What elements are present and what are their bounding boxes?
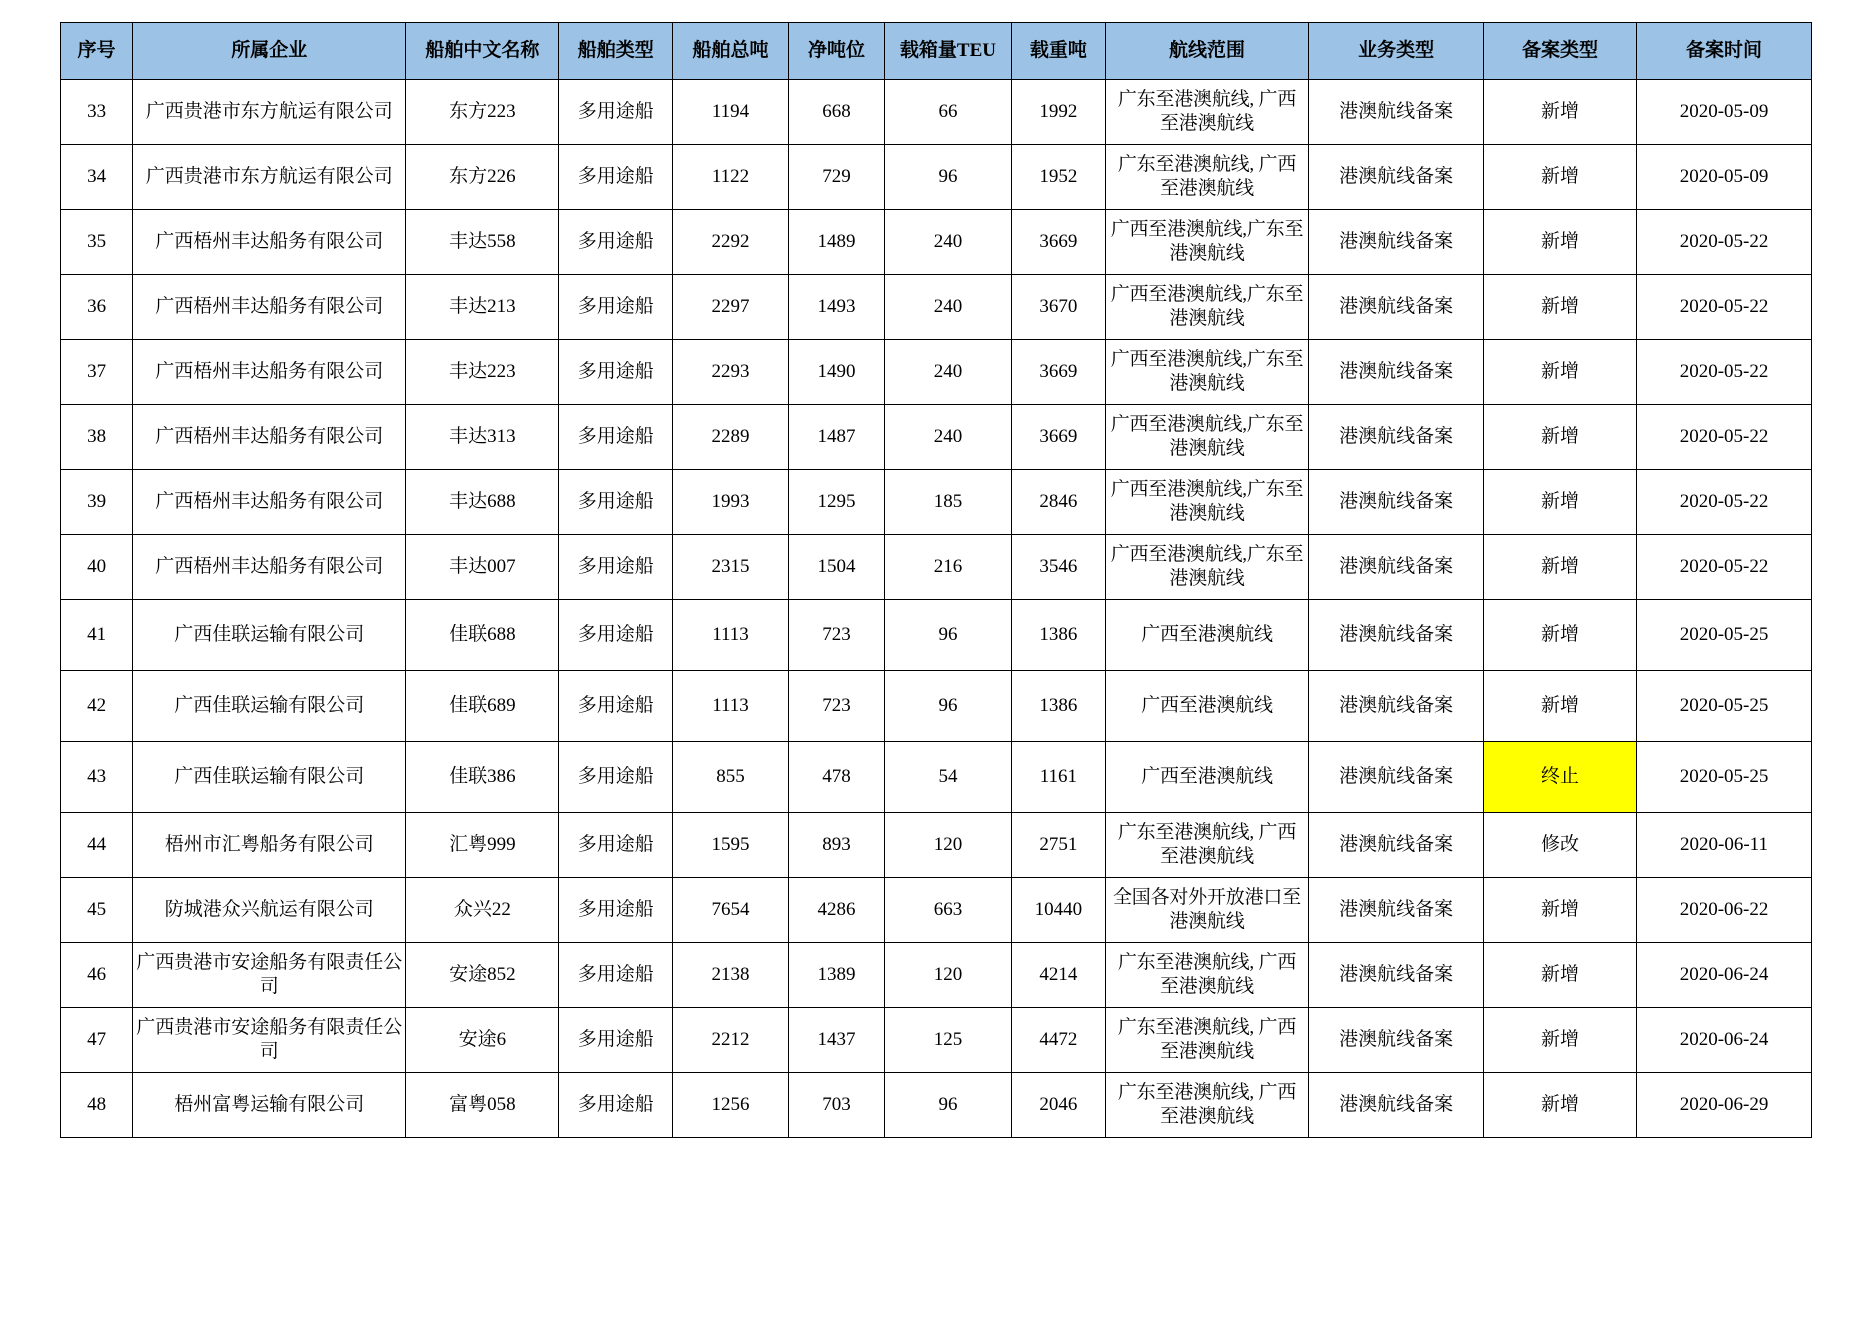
cell-teu: 54 (885, 742, 1012, 813)
cell-business-type: 港澳航线备案 (1309, 1008, 1484, 1073)
cell-business-type: 港澳航线备案 (1309, 470, 1484, 535)
cell-index: 34 (61, 145, 133, 210)
table-header (61, 23, 1812, 80)
table-row (61, 470, 1812, 535)
column-header-gross-tonnage: 船舶总吨 (673, 23, 789, 80)
cell-gross-tonnage: 2138 (673, 943, 789, 1008)
cell-enterprise: 梧州市汇粤船务有限公司 (133, 813, 406, 878)
cell-index: 48 (61, 1073, 133, 1138)
cell-ship-type: 多用途船 (559, 470, 673, 535)
cell-gross-tonnage: 2315 (673, 535, 789, 600)
cell-gross-tonnage: 1256 (673, 1073, 789, 1138)
cell-ship-name: 丰达558 (406, 210, 559, 275)
cell-route: 广西至港澳航线 (1105, 600, 1308, 671)
cell-gross-tonnage: 2289 (673, 405, 789, 470)
cell-ship-type: 多用途船 (559, 813, 673, 878)
table-row (61, 80, 1812, 145)
cell-net-tonnage: 1490 (788, 340, 884, 405)
cell-deadweight: 2751 (1011, 813, 1105, 878)
cell-business-type: 港澳航线备案 (1309, 340, 1484, 405)
cell-ship-type: 多用途船 (559, 80, 673, 145)
cell-net-tonnage: 668 (788, 80, 884, 145)
cell-record-date: 2020-06-11 (1637, 813, 1812, 878)
cell-deadweight: 1386 (1011, 671, 1105, 742)
cell-index: 40 (61, 535, 133, 600)
cell-index: 38 (61, 405, 133, 470)
cell-teu: 120 (885, 813, 1012, 878)
cell-ship-name: 佳联688 (406, 600, 559, 671)
cell-record-date: 2020-05-22 (1637, 210, 1812, 275)
cell-record-date: 2020-05-22 (1637, 275, 1812, 340)
cell-record-type: 新增 (1484, 80, 1637, 145)
table-row (61, 535, 1812, 600)
column-header-enterprise: 所属企业 (133, 23, 406, 80)
cell-record-type: 新增 (1484, 145, 1637, 210)
cell-index: 37 (61, 340, 133, 405)
cell-index: 42 (61, 671, 133, 742)
cell-record-date: 2020-06-24 (1637, 1008, 1812, 1073)
column-header-route: 航线范围 (1105, 23, 1308, 80)
cell-record-type: 新增 (1484, 275, 1637, 340)
cell-record-type: 新增 (1484, 405, 1637, 470)
cell-index: 33 (61, 80, 133, 145)
cell-record-date: 2020-06-22 (1637, 878, 1812, 943)
table-row (61, 275, 1812, 340)
cell-ship-type: 多用途船 (559, 405, 673, 470)
cell-ship-type: 多用途船 (559, 275, 673, 340)
cell-net-tonnage: 723 (788, 671, 884, 742)
cell-teu: 125 (885, 1008, 1012, 1073)
cell-net-tonnage: 703 (788, 1073, 884, 1138)
cell-ship-type: 多用途船 (559, 1008, 673, 1073)
table-row (61, 943, 1812, 1008)
cell-teu: 240 (885, 210, 1012, 275)
cell-route: 广东至港澳航线, 广西至港澳航线 (1105, 943, 1308, 1008)
cell-ship-type: 多用途船 (559, 878, 673, 943)
column-header-business-type: 业务类型 (1309, 23, 1484, 80)
cell-record-type-highlighted: 终止 (1484, 742, 1637, 813)
table-row (61, 145, 1812, 210)
cell-record-date: 2020-05-25 (1637, 600, 1812, 671)
cell-record-type: 新增 (1484, 470, 1637, 535)
cell-index: 43 (61, 742, 133, 813)
cell-teu: 66 (885, 80, 1012, 145)
column-header-record-type: 备案类型 (1484, 23, 1637, 80)
cell-ship-name: 佳联386 (406, 742, 559, 813)
cell-ship-name: 众兴22 (406, 878, 559, 943)
cell-enterprise: 广西佳联运输有限公司 (133, 742, 406, 813)
cell-deadweight: 1952 (1011, 145, 1105, 210)
cell-ship-name: 汇粤999 (406, 813, 559, 878)
cell-index: 44 (61, 813, 133, 878)
cell-route: 广西至港澳航线 (1105, 742, 1308, 813)
column-header-net-tonnage: 净吨位 (788, 23, 884, 80)
cell-business-type: 港澳航线备案 (1309, 671, 1484, 742)
cell-record-date: 2020-05-25 (1637, 671, 1812, 742)
cell-teu: 185 (885, 470, 1012, 535)
cell-business-type: 港澳航线备案 (1309, 1073, 1484, 1138)
cell-net-tonnage: 1493 (788, 275, 884, 340)
cell-route: 广西至港澳航线,广东至港澳航线 (1105, 210, 1308, 275)
cell-enterprise: 梧州富粤运输有限公司 (133, 1073, 406, 1138)
cell-record-type: 新增 (1484, 1008, 1637, 1073)
cell-enterprise: 广西梧州丰达船务有限公司 (133, 405, 406, 470)
cell-teu: 240 (885, 340, 1012, 405)
cell-ship-name: 丰达007 (406, 535, 559, 600)
cell-ship-type: 多用途船 (559, 340, 673, 405)
column-header-ship-type: 船舶类型 (559, 23, 673, 80)
cell-business-type: 港澳航线备案 (1309, 742, 1484, 813)
column-header-deadweight: 载重吨 (1011, 23, 1105, 80)
cell-ship-name: 丰达223 (406, 340, 559, 405)
column-header-record-date: 备案时间 (1637, 23, 1812, 80)
cell-deadweight: 2046 (1011, 1073, 1105, 1138)
cell-ship-name: 富粤058 (406, 1073, 559, 1138)
cell-ship-name: 安途6 (406, 1008, 559, 1073)
cell-index: 41 (61, 600, 133, 671)
cell-enterprise: 广西梧州丰达船务有限公司 (133, 535, 406, 600)
cell-gross-tonnage: 1122 (673, 145, 789, 210)
cell-enterprise: 广西佳联运输有限公司 (133, 671, 406, 742)
cell-enterprise: 广西梧州丰达船务有限公司 (133, 470, 406, 535)
cell-net-tonnage: 4286 (788, 878, 884, 943)
cell-business-type: 港澳航线备案 (1309, 813, 1484, 878)
cell-ship-type: 多用途船 (559, 535, 673, 600)
cell-business-type: 港澳航线备案 (1309, 275, 1484, 340)
cell-route: 广东至港澳航线, 广西至港澳航线 (1105, 145, 1308, 210)
cell-teu: 216 (885, 535, 1012, 600)
cell-gross-tonnage: 1993 (673, 470, 789, 535)
cell-teu: 663 (885, 878, 1012, 943)
table-row (61, 671, 1812, 742)
cell-record-date: 2020-05-25 (1637, 742, 1812, 813)
cell-net-tonnage: 1504 (788, 535, 884, 600)
cell-record-type: 新增 (1484, 600, 1637, 671)
cell-index: 39 (61, 470, 133, 535)
column-header-teu: 载箱量TEU (885, 23, 1012, 80)
cell-record-date: 2020-06-29 (1637, 1073, 1812, 1138)
cell-teu: 240 (885, 405, 1012, 470)
table-row (61, 1073, 1812, 1138)
cell-route: 广西至港澳航线,广东至港澳航线 (1105, 275, 1308, 340)
cell-enterprise: 广西梧州丰达船务有限公司 (133, 275, 406, 340)
cell-gross-tonnage: 1113 (673, 671, 789, 742)
cell-index: 46 (61, 943, 133, 1008)
cell-route: 广西至港澳航线,广东至港澳航线 (1105, 340, 1308, 405)
cell-gross-tonnage: 2293 (673, 340, 789, 405)
cell-index: 47 (61, 1008, 133, 1073)
cell-teu: 96 (885, 671, 1012, 742)
cell-route: 广西至港澳航线,广东至港澳航线 (1105, 405, 1308, 470)
cell-deadweight: 3669 (1011, 340, 1105, 405)
cell-net-tonnage: 1489 (788, 210, 884, 275)
cell-record-date: 2020-05-22 (1637, 405, 1812, 470)
cell-deadweight: 3669 (1011, 210, 1105, 275)
cell-index: 36 (61, 275, 133, 340)
cell-enterprise: 广西佳联运输有限公司 (133, 600, 406, 671)
table-row (61, 742, 1812, 813)
cell-route: 广西至港澳航线,广东至港澳航线 (1105, 470, 1308, 535)
cell-business-type: 港澳航线备案 (1309, 405, 1484, 470)
cell-business-type: 港澳航线备案 (1309, 600, 1484, 671)
cell-deadweight: 3669 (1011, 405, 1105, 470)
cell-ship-type: 多用途船 (559, 145, 673, 210)
cell-business-type: 港澳航线备案 (1309, 535, 1484, 600)
cell-record-date: 2020-05-22 (1637, 535, 1812, 600)
cell-ship-type: 多用途船 (559, 943, 673, 1008)
cell-route: 广东至港澳航线, 广西至港澳航线 (1105, 813, 1308, 878)
cell-deadweight: 3670 (1011, 275, 1105, 340)
table-row (61, 878, 1812, 943)
cell-business-type: 港澳航线备案 (1309, 80, 1484, 145)
cell-route: 广东至港澳航线, 广西至港澳航线 (1105, 80, 1308, 145)
cell-ship-type: 多用途船 (559, 210, 673, 275)
cell-net-tonnage: 729 (788, 145, 884, 210)
cell-deadweight: 1386 (1011, 600, 1105, 671)
cell-business-type: 港澳航线备案 (1309, 878, 1484, 943)
table-row (61, 1008, 1812, 1073)
cell-gross-tonnage: 855 (673, 742, 789, 813)
cell-net-tonnage: 1389 (788, 943, 884, 1008)
cell-teu: 96 (885, 1073, 1012, 1138)
cell-ship-name: 丰达688 (406, 470, 559, 535)
cell-route: 广西至港澳航线 (1105, 671, 1308, 742)
cell-record-type: 新增 (1484, 210, 1637, 275)
cell-index: 35 (61, 210, 133, 275)
cell-deadweight: 4472 (1011, 1008, 1105, 1073)
cell-deadweight: 2846 (1011, 470, 1105, 535)
cell-net-tonnage: 1437 (788, 1008, 884, 1073)
cell-gross-tonnage: 1113 (673, 600, 789, 671)
table-row (61, 600, 1812, 671)
cell-net-tonnage: 1487 (788, 405, 884, 470)
cell-record-type: 新增 (1484, 878, 1637, 943)
cell-route: 广西至港澳航线,广东至港澳航线 (1105, 535, 1308, 600)
cell-teu: 96 (885, 145, 1012, 210)
table-row (61, 813, 1812, 878)
header-row (61, 23, 1812, 80)
cell-gross-tonnage: 2212 (673, 1008, 789, 1073)
column-header-ship-name: 船舶中文名称 (406, 23, 559, 80)
cell-business-type: 港澳航线备案 (1309, 145, 1484, 210)
cell-record-type: 新增 (1484, 943, 1637, 1008)
cell-enterprise: 广西贵港市安途船务有限责任公司 (133, 943, 406, 1008)
cell-business-type: 港澳航线备案 (1309, 210, 1484, 275)
cell-ship-name: 丰达313 (406, 405, 559, 470)
cell-deadweight: 1161 (1011, 742, 1105, 813)
cell-ship-name: 丰达213 (406, 275, 559, 340)
cell-net-tonnage: 893 (788, 813, 884, 878)
ship-registration-table (60, 22, 1812, 1138)
cell-teu: 120 (885, 943, 1012, 1008)
cell-ship-type: 多用途船 (559, 742, 673, 813)
cell-business-type: 港澳航线备案 (1309, 943, 1484, 1008)
cell-record-date: 2020-05-22 (1637, 340, 1812, 405)
cell-enterprise: 广西梧州丰达船务有限公司 (133, 340, 406, 405)
cell-record-date: 2020-05-09 (1637, 80, 1812, 145)
cell-enterprise: 防城港众兴航运有限公司 (133, 878, 406, 943)
cell-record-date: 2020-05-09 (1637, 145, 1812, 210)
cell-teu: 240 (885, 275, 1012, 340)
cell-ship-name: 东方226 (406, 145, 559, 210)
cell-index: 45 (61, 878, 133, 943)
cell-gross-tonnage: 2297 (673, 275, 789, 340)
cell-deadweight: 3546 (1011, 535, 1105, 600)
table-body (61, 80, 1812, 1138)
table-row (61, 210, 1812, 275)
cell-ship-type: 多用途船 (559, 671, 673, 742)
cell-deadweight: 4214 (1011, 943, 1105, 1008)
table-row (61, 405, 1812, 470)
cell-enterprise: 广西贵港市东方航运有限公司 (133, 145, 406, 210)
cell-record-date: 2020-05-22 (1637, 470, 1812, 535)
cell-deadweight: 10440 (1011, 878, 1105, 943)
cell-gross-tonnage: 1194 (673, 80, 789, 145)
cell-ship-name: 佳联689 (406, 671, 559, 742)
column-header-index: 序号 (61, 23, 133, 80)
cell-record-type: 新增 (1484, 340, 1637, 405)
cell-enterprise: 广西梧州丰达船务有限公司 (133, 210, 406, 275)
table-row (61, 340, 1812, 405)
cell-gross-tonnage: 2292 (673, 210, 789, 275)
cell-deadweight: 1992 (1011, 80, 1105, 145)
ship-registration-sheet (60, 22, 1812, 1138)
cell-route: 全国各对外开放港口至港澳航线 (1105, 878, 1308, 943)
cell-record-date: 2020-06-24 (1637, 943, 1812, 1008)
cell-teu: 96 (885, 600, 1012, 671)
cell-route: 广东至港澳航线, 广西至港澳航线 (1105, 1073, 1308, 1138)
cell-enterprise: 广西贵港市安途船务有限责任公司 (133, 1008, 406, 1073)
cell-ship-name: 东方223 (406, 80, 559, 145)
cell-ship-type: 多用途船 (559, 600, 673, 671)
cell-record-type: 新增 (1484, 1073, 1637, 1138)
cell-record-type: 修改 (1484, 813, 1637, 878)
cell-gross-tonnage: 7654 (673, 878, 789, 943)
cell-record-type: 新增 (1484, 671, 1637, 742)
cell-record-type: 新增 (1484, 535, 1637, 600)
cell-gross-tonnage: 1595 (673, 813, 789, 878)
cell-ship-type: 多用途船 (559, 1073, 673, 1138)
cell-enterprise: 广西贵港市东方航运有限公司 (133, 80, 406, 145)
cell-net-tonnage: 478 (788, 742, 884, 813)
cell-net-tonnage: 1295 (788, 470, 884, 535)
cell-route: 广东至港澳航线, 广西至港澳航线 (1105, 1008, 1308, 1073)
cell-net-tonnage: 723 (788, 600, 884, 671)
cell-ship-name: 安途852 (406, 943, 559, 1008)
